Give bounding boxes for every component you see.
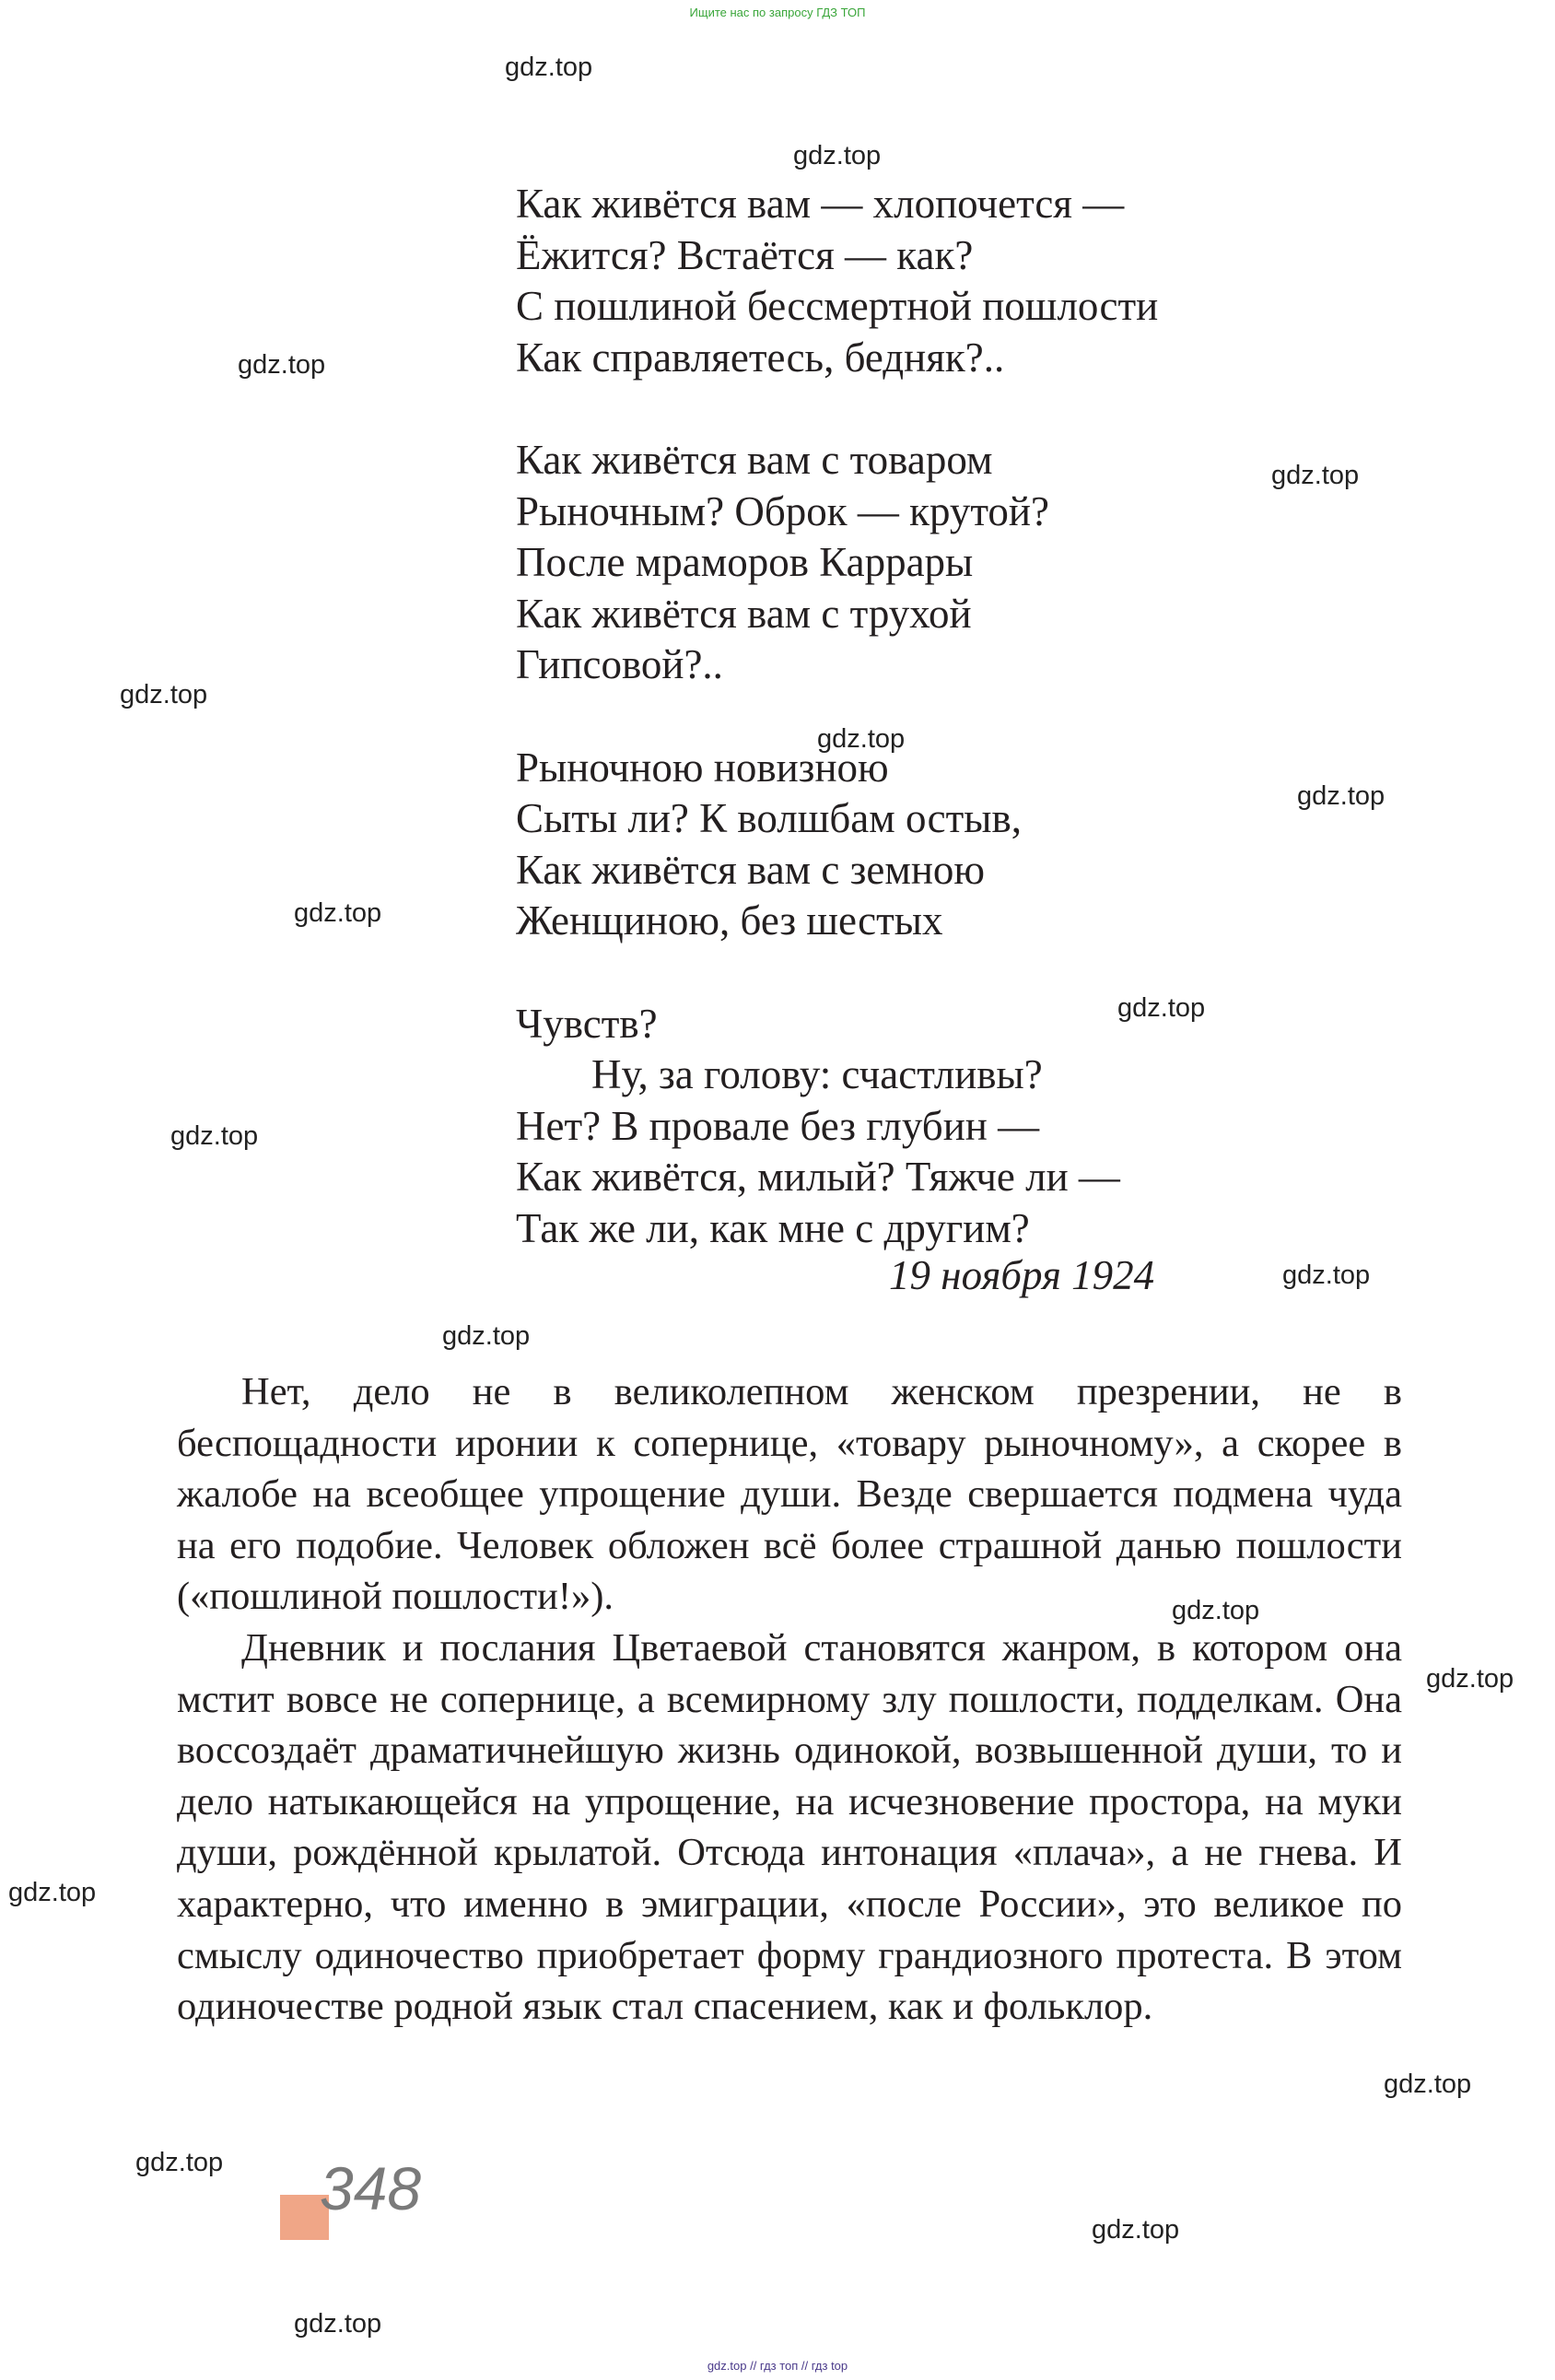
poem-line: Так же ли, как мне с другим? [516,1204,1030,1251]
poem-line: После мраморов Каррары [516,539,974,586]
poem-line: Как живётся вам с земною [516,846,986,893]
poem-line: Ёжится? Встаётся — как? [516,231,974,278]
watermark: gdz.top [1172,1596,1260,1625]
poem-line: Как живётся, милый? Тяжче ли — [516,1154,1120,1201]
watermark: gdz.top [442,1321,531,1351]
poem-line: Рыночным? Оброк — крутой? [516,487,1049,534]
page-number: 348 [320,2154,422,2222]
poem-stanza [516,435,1158,691]
body-paragraph: Нет, дело не в великолепном женском презрении, не в беспощадности иронии к сопернице, «товару рыночному», а скорее в жалобе на всеобщее упрощение души. Везде свершается подмена чуда на его подобие. Человек обложен всё более страшной данью пошлости («пошлиной пошлости!»). [177,1370,1402,1619]
poem-line: Женщиною, без шестых [516,897,943,944]
watermark: gdz.top [294,898,382,928]
watermark: gdz.top [1297,781,1385,811]
poem-line: Чувств? [516,1000,658,1047]
poem [516,179,1158,1254]
watermark: gdz.top [135,2148,224,2177]
watermark: gdz.top [817,724,906,754]
poem-line: Гипсовой?.. [516,641,723,688]
watermark: gdz.top [1117,993,1206,1023]
watermark: gdz.top [793,141,882,170]
watermark: gdz.top [1384,2069,1472,2099]
watermark: gdz.top [238,350,326,380]
watermark: gdz.top [1271,461,1360,490]
poem-line: Как живётся вам с трухой [516,590,972,637]
poem-line: Как живётся вам — хлопочется — [516,181,1125,227]
poem-stanza [516,179,1158,383]
body-paragraph: Дневник и послания Цветаевой становятся жанром, в котором она мстит вовсе не сопернице, а всемирному злу пошлости, подделкам. Она воссоздаёт драматичнейшую жизнь одинокой, возвышенной души, то и дело натыкающейся на упрощение, на исчезновение простора, на муки души, рождённой крылатой. Отсюда интонация «плача», а не гнева. И характерно, что именно в эмиграции, «после России», это великое по смыслу одиночество приобретает форму грандиозного протеста. В этом одиночестве родной язык стал спасением, как и фольклор. [177,1626,1402,2029]
poem-stanza [516,999,1158,1255]
search-hint-banner: Ищите нас по запросу ГДЗ ТОП [689,6,866,19]
poem-date: 19 ноября 1924 [889,1252,1155,1298]
watermark: gdz.top [120,680,208,709]
watermark: gdz.top [1282,1260,1371,1290]
poem-line: Ну, за голову: счастливы? [591,1051,1043,1098]
poem-line: Как справляетесь, бедняк?.. [516,334,1005,381]
poem-line: Как живётся вам с товаром [516,436,993,483]
poem-line: Нет? В провале без глубин — [516,1102,1040,1149]
watermark: gdz.top [1092,2215,1180,2245]
poem-line: Сыты ли? К волшбам остыв, [516,795,1022,842]
watermark: gdz.top [170,1121,259,1151]
watermark: gdz.top [8,1878,97,1907]
poem-line: С пошлиной бессмертной пошлости [516,283,1159,330]
watermark: gdz.top [294,2309,382,2339]
footer-links: gdz.top // гдз топ // гдз top [707,2359,848,2373]
watermark: gdz.top [1426,1664,1514,1694]
poem-line: Рыночною новизною [516,744,889,791]
watermark: gdz.top [505,53,593,82]
poem-stanza [516,743,1158,947]
